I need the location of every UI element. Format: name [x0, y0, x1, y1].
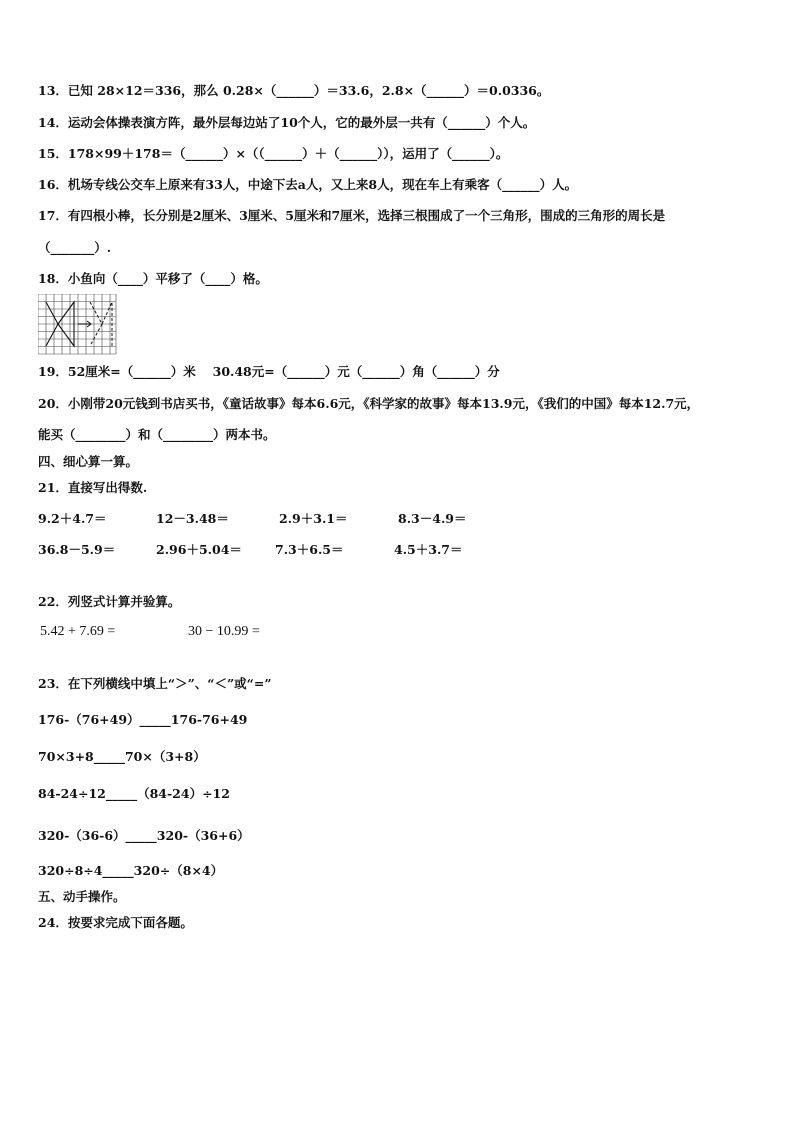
q23-item: 320-（36-6）_____320-（36+6） [38, 828, 250, 843]
question-22: 22．列竖式计算并验算。 [38, 594, 181, 609]
question-24: 24．按要求完成下面各题。 [38, 915, 193, 930]
q23-item: 176-（76+49）_____176-76+49 [38, 712, 248, 727]
q21-item: 36.8－5.9＝ [38, 542, 116, 557]
question-20-line2: 能买（________）和（________）两本书。 [38, 427, 276, 442]
question-16: 16．机场专线公交车上原来有33人，中途下去a人，又上来8人，现在车上有乘客（______）人。 [38, 177, 578, 192]
question-17-line2: （_______）. [38, 240, 112, 255]
question-14: 14．运动会体操表演方阵，最外层每边站了10个人，它的最外层一共有（______）个人。 [38, 115, 536, 130]
q23-item: 84-24÷12_____（84-24）÷12 [38, 786, 230, 801]
question-21: 21．直接写出得数. [38, 480, 148, 495]
q21-item: 2.9＋3.1＝ [279, 511, 348, 526]
section-4-heading: 四、细心算一算。 [38, 454, 139, 469]
q22-expression: 5.42 + 7.69 = [40, 624, 116, 639]
question-18: 18．小鱼向（____）平移了（____）格。 [38, 271, 268, 286]
question-23: 23．在下列横线中填上“＞”、“＜”或“=” [38, 676, 272, 691]
section-5-heading: 五、动手操作。 [38, 889, 126, 904]
q21-item: 9.2＋4.7＝ [38, 511, 107, 526]
q22-expression: 30 − 10.99 = [188, 624, 260, 639]
q21-item: 8.3－4.9＝ [398, 511, 467, 526]
question-15: 15．178×99＋178＝（______）×（（______）＋（______）），运用了（______）。 [38, 146, 509, 161]
q21-item: 7.3＋6.5＝ [275, 542, 344, 557]
q21-item: 2.96＋5.04＝ [156, 542, 242, 557]
q21-item: 12－3.48＝ [156, 511, 229, 526]
question-19: 19．52厘米=（______）米 30.48元=（______）元（______）角（______）分 [38, 364, 500, 379]
fish-grid-figure [38, 294, 118, 359]
q21-item: 4.5＋3.7＝ [394, 542, 463, 557]
question-17-line1: 17．有四根小棒，长分别是2厘米、3厘米、5厘米和7厘米，选择三根围成了一个三角形，围成的三角形的周长是 [38, 208, 666, 223]
q23-item: 70×3+8_____70×（3+8） [38, 749, 206, 764]
q23-item: 320÷8÷4_____320÷（8×4） [38, 863, 224, 878]
question-20-line1: 20．小刚带20元钱到书店买书，《童话故事》每本6.6元，《科学家的故事》每本13.9元，《我们的中国》每本12.7元， [38, 396, 700, 411]
question-13: 13．已知 28×12＝336，那么 0.28×（______）＝33.6，2.8×（______）＝0.0336。 [38, 83, 550, 98]
